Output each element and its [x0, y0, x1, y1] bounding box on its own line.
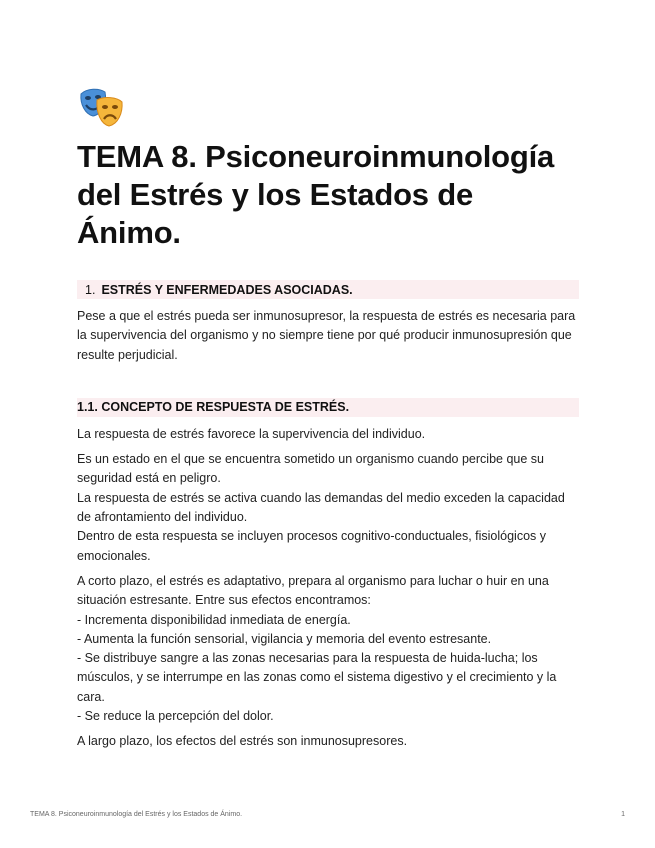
paragraph: A corto plazo, el estrés es adaptativo, prepara al organismo para luchar o huir en una situación estresante. Entre sus efectos encontramos:: [77, 573, 549, 608]
paragraph: La respuesta de estrés se activa cuando las demandas del medio exceden la capacidad de afrontamiento del individuo.: [77, 490, 565, 525]
list-item: - Incrementa disponibilidad inmediata de energía.: [77, 612, 351, 627]
section-number: 1.: [85, 282, 96, 297]
paragraph: La respuesta de estrés favorece la supervivencia del individuo.: [77, 426, 426, 441]
section-heading: [77, 280, 579, 299]
section-heading-text: ESTRÉS Y ENFERMEDADES ASOCIADAS.: [101, 282, 353, 297]
paragraph: Es un estado en el que se encuentra sometido un organismo cuando percibe que su seguridad está en peligro.: [77, 452, 544, 486]
page-footer: [30, 811, 625, 818]
list-item: - Se reduce la percepción del dolor.: [77, 709, 274, 724]
paragraph: A largo plazo, los efectos del estrés son inmunosupresores.: [77, 734, 408, 749]
subsection-heading: 1.1. CONCEPTO DE RESPUESTA DE ESTRÉS.: [77, 398, 579, 417]
theater-masks-icon: [77, 86, 125, 128]
paragraph: Dentro de esta respuesta se incluyen procesos cognitivo-conductuales, fisiológicos y emocionales.: [77, 529, 547, 563]
list-item: - Aumenta la función sensorial, vigilancia y memoria del evento estresante.: [77, 631, 492, 646]
intro-paragraph: Pese a que el estrés pueda ser inmunosupresor, la respuesta de estrés es necesaria para la supervivencia del organismo y no siempre tiene por qué producir inmunosupresión que resulte perjudicial.: [77, 309, 576, 362]
document-page: [77, 86, 579, 752]
footer-title: TEMA 8. Psiconeuroinmunología del Estrés y los Estados de Ánimo.: [30, 811, 243, 818]
list-item: - Se distribuye sangre a las zonas necesarias para la respuesta de huida-lucha; los músculos, y se interrumpe en las zonas como el sistema digestivo y el crecimiento y la cara.: [77, 651, 557, 704]
page-title: TEMA 8. Psiconeuroinmunología del Estrés y los Estados de Ánimo.: [77, 139, 555, 250]
page-number: 1: [621, 811, 625, 818]
